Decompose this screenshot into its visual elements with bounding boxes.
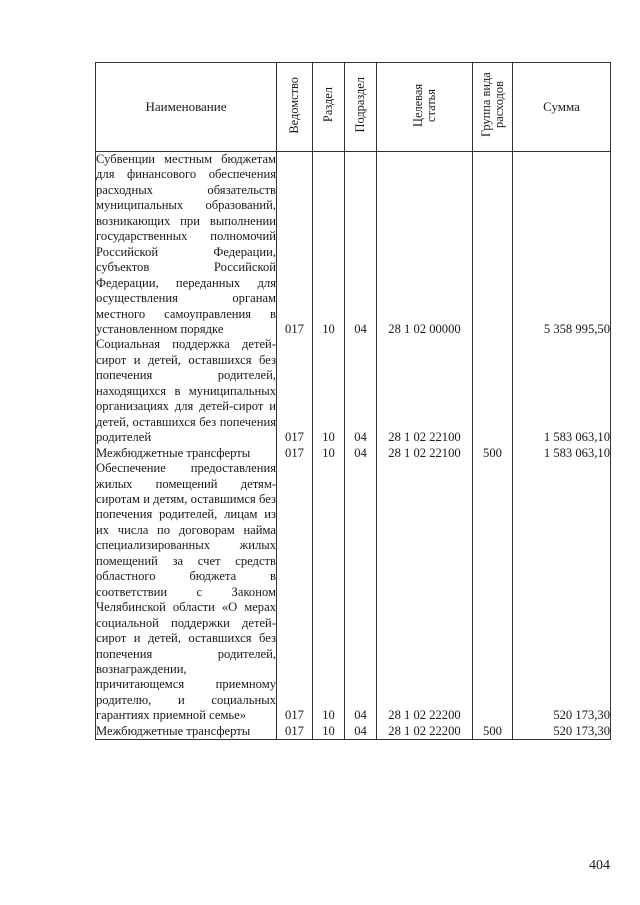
cell-razdel: 10 bbox=[313, 337, 345, 445]
cell-expense-group: 500 bbox=[473, 724, 513, 740]
cell-name: Межбюджетные трансферты bbox=[96, 724, 277, 740]
cell-sum: 1 583 063,10 bbox=[513, 337, 611, 445]
table-row bbox=[96, 337, 611, 445]
cell-sum: 1 583 063,10 bbox=[513, 446, 611, 461]
cell-name: Межбюджетные трансферты bbox=[96, 446, 277, 461]
cell-name: Социальная поддержка детей-сирот и детей, оставшихся без попечения родителей, находящихся в муниципальных организациях для детей-сирот и детей, оставшихся без попечения родителей bbox=[96, 337, 276, 445]
cell-razdel: 10 bbox=[313, 446, 345, 461]
header-razdel: Раздел bbox=[313, 63, 345, 152]
table-row bbox=[96, 461, 611, 724]
cell-podrazdel: 04 bbox=[345, 152, 377, 338]
cell-vedomstvo: 017 bbox=[277, 461, 313, 724]
cell-podrazdel: 04 bbox=[345, 461, 377, 724]
cell-expense-group bbox=[473, 152, 513, 338]
cell-expense-group bbox=[473, 461, 513, 724]
cell-expense-group: 500 bbox=[473, 446, 513, 461]
header-target-article: Целевая статья bbox=[377, 63, 473, 152]
cell-vedomstvo: 017 bbox=[277, 724, 313, 740]
table-row bbox=[96, 446, 611, 461]
cell-razdel: 10 bbox=[313, 152, 345, 338]
table-row bbox=[96, 152, 611, 338]
cell-sum: 5 358 995,50 bbox=[513, 152, 611, 338]
cell-target-article: 28 1 02 22100 bbox=[377, 337, 473, 445]
cell-razdel: 10 bbox=[313, 724, 345, 740]
header-expense-group: Группа вида расходов bbox=[473, 63, 513, 152]
cell-podrazdel: 04 bbox=[345, 337, 377, 445]
header-vedomstvo: Ведомство bbox=[277, 63, 313, 152]
cell-vedomstvo: 017 bbox=[277, 152, 313, 338]
cell-target-article: 28 1 02 22200 bbox=[377, 724, 473, 740]
cell-podrazdel: 04 bbox=[345, 724, 377, 740]
cell-name: Обеспечение предоставления жилых помещений детям-сиротам и детям, оставшимся без попечения родителей, лицам из их числа по договорам найма специализированных жилых помещений за счет средств областного бюджета в соответствии с Законом Челябинской области «О мерах социальной поддержки детей-сирот и детей, оставшихся без попечения родителей, вознаграждении, причитающемся приемному родителю, и социальных гарантиях приемной семье» bbox=[96, 461, 276, 723]
table-row bbox=[96, 724, 611, 740]
header-sum: Сумма bbox=[513, 63, 611, 152]
header-name: Наименование bbox=[96, 63, 277, 152]
cell-sum: 520 173,30 bbox=[513, 724, 611, 740]
cell-vedomstvo: 017 bbox=[277, 446, 313, 461]
cell-vedomstvo: 017 bbox=[277, 337, 313, 445]
budget-table bbox=[95, 62, 611, 740]
table-header-row bbox=[96, 63, 611, 152]
header-podrazdel: Подраздел bbox=[345, 63, 377, 152]
cell-target-article: 28 1 02 22100 bbox=[377, 446, 473, 461]
cell-sum: 520 173,30 bbox=[513, 461, 611, 724]
page-number: 404 bbox=[589, 858, 610, 873]
cell-name: Субвенции местным бюджетам для финансового обеспечения расходных обязательств муниципальных образований, возникающих при выполнении государственных полномочий Российской Федерации, субъектов Российской Федерации, переданных для осуществления органам местного самоуправления в установленном порядке bbox=[96, 152, 276, 336]
cell-target-article: 28 1 02 00000 bbox=[377, 152, 473, 338]
cell-expense-group bbox=[473, 337, 513, 445]
cell-target-article: 28 1 02 22200 bbox=[377, 461, 473, 724]
cell-razdel: 10 bbox=[313, 461, 345, 724]
cell-podrazdel: 04 bbox=[345, 446, 377, 461]
